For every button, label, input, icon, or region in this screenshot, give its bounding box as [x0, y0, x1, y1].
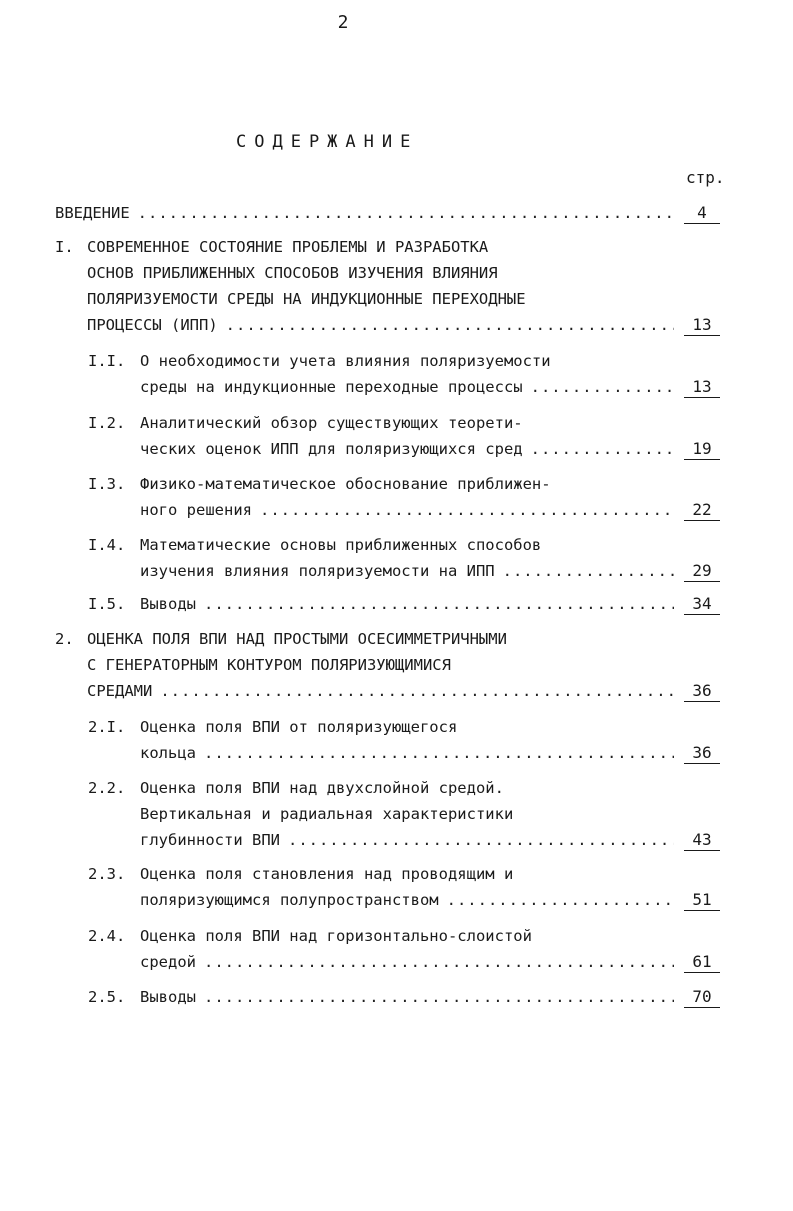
toc-entry-text: изучения влияния поляризуемости на ИПП [140, 562, 495, 580]
toc-entry-text: Оценка поля ВПИ над горизонтально-слоистой [140, 927, 532, 945]
toc-entry-number: I.3. [88, 475, 126, 493]
toc-entry-introduction [55, 200, 720, 226]
dot-leader [204, 591, 674, 617]
toc-entry-number: 2. [55, 630, 74, 648]
dot-leader [226, 312, 674, 338]
toc-entry-text: Математические основы приближенных способов [140, 536, 542, 554]
toc-entry-text: Аналитический обзор существующих теорети- [140, 414, 523, 432]
toc-entry-text: ВВЕДЕНИЕ [55, 204, 130, 222]
toc-entry-text: глубинности ВПИ [140, 831, 280, 849]
toc-entry-text: С ГЕНЕРАТОРНЫМ КОНТУРОМ ПОЛЯРИЗУЮЩИМИСЯ [87, 656, 451, 674]
toc-entry-number: I. [55, 238, 74, 256]
toc-entry-text: О необходимости учета влияния поляризуемости [140, 352, 551, 370]
toc-page-number: 4 [684, 203, 720, 224]
toc-entry-section-2-1 [88, 714, 720, 766]
toc-entry-number: 2.5. [88, 988, 126, 1006]
dot-leader [447, 887, 674, 913]
toc-page-number: 43 [684, 830, 720, 851]
page-column-label: стр. [686, 168, 725, 187]
toc-entry-number: 2.2. [88, 779, 126, 797]
toc-page-number: 19 [684, 439, 720, 460]
toc-entry-text: Оценка поля становления над проводящим и [140, 865, 514, 883]
toc-entry-chapter-2 [55, 626, 720, 704]
toc-entry-number: 2.4. [88, 927, 126, 945]
toc-entry-text: ческих оценок ИПП для поляризующихся сред [140, 440, 523, 458]
toc-page-number: 13 [684, 377, 720, 398]
toc-entry-number: I.4. [88, 536, 126, 554]
toc-entry-number: 2.3. [88, 865, 126, 883]
toc-page-number: 22 [684, 500, 720, 521]
toc-page-number: 36 [684, 681, 720, 702]
toc-page-number: 13 [684, 315, 720, 336]
toc-entry-number: I.2. [88, 414, 126, 432]
toc-entry-section-1-1 [88, 348, 720, 400]
toc-entry-text: СРЕДАМИ [87, 682, 153, 700]
toc-page-number: 36 [684, 743, 720, 764]
toc-page-number: 29 [684, 561, 720, 582]
toc-page-number: 34 [684, 594, 720, 615]
dot-leader [204, 949, 674, 975]
toc-entry-text: средой [140, 953, 196, 971]
dot-leader [138, 200, 674, 226]
dot-leader [503, 558, 674, 584]
toc-entry-text: ПРОЦЕССЫ (ИПП) [87, 316, 218, 334]
toc-entry-text: СОВРЕМЕННОЕ СОСТОЯНИЕ ПРОБЛЕМЫ И РАЗРАБОТКА [87, 238, 489, 256]
toc-entry-section-2-4 [88, 923, 720, 975]
dot-leader [160, 678, 674, 704]
toc-entry-text: Оценка поля ВПИ от поляризующегося [140, 718, 458, 736]
page-title: СОДЕРЖАНИЕ [236, 132, 419, 152]
toc-entry-text: Физико-математическое обоснование приближен- [140, 475, 551, 493]
toc-page-number: 61 [684, 952, 720, 973]
toc-entry-text: Оценка поля ВПИ над двухслойной средой. [140, 779, 504, 797]
toc-entry-section-2-2 [88, 775, 720, 853]
dot-leader [288, 827, 674, 853]
toc-entry-text: среды на индукционные переходные процессы [140, 378, 523, 396]
toc-entry-number: I.5. [88, 595, 126, 613]
toc-entry-chapter-1 [55, 234, 720, 338]
toc-entry-section-1-3 [88, 471, 720, 523]
dot-leader [531, 436, 674, 462]
page-number: 2 [337, 12, 349, 33]
dot-leader [260, 497, 674, 523]
toc-entry-text: ПОЛЯРИЗУЕМОСТИ СРЕДЫ НА ИНДУКЦИОННЫЕ ПЕРЕХОДНЫЕ [87, 290, 526, 308]
toc-entry-section-1-5 [88, 591, 720, 617]
toc-entry-number: 2.I. [88, 718, 126, 736]
toc-entry-text: Вертикальная и радиальная характеристики [140, 805, 514, 823]
toc-entry-text: поляризующимся полупространством [140, 891, 439, 909]
dot-leader [204, 984, 674, 1010]
toc-entry-section-2-3 [88, 861, 720, 913]
toc-entry-text: ОЦЕНКА ПОЛЯ ВПИ НАД ПРОСТЫМИ ОСЕСИММЕТРИЧНЫМИ [87, 630, 507, 648]
toc-entry-section-1-4 [88, 532, 720, 584]
toc-entry-text: ОСНОВ ПРИБЛИЖЕННЫХ СПОСОБОВ ИЗУЧЕНИЯ ВЛИЯНИЯ [87, 264, 498, 282]
toc-page-number: 70 [684, 987, 720, 1008]
toc-page-number: 51 [684, 890, 720, 911]
toc-entry-number: I.I. [88, 352, 126, 370]
toc-entry-section-2-5 [88, 984, 720, 1010]
toc-entry-text: кольца [140, 744, 196, 762]
toc-entry-section-1-2 [88, 410, 720, 462]
toc-entry-text: Выводы [140, 595, 196, 613]
dot-leader [204, 740, 674, 766]
dot-leader [531, 374, 674, 400]
toc-entry-text: Выводы [140, 988, 196, 1006]
toc-entry-text: ного решения [140, 501, 252, 519]
